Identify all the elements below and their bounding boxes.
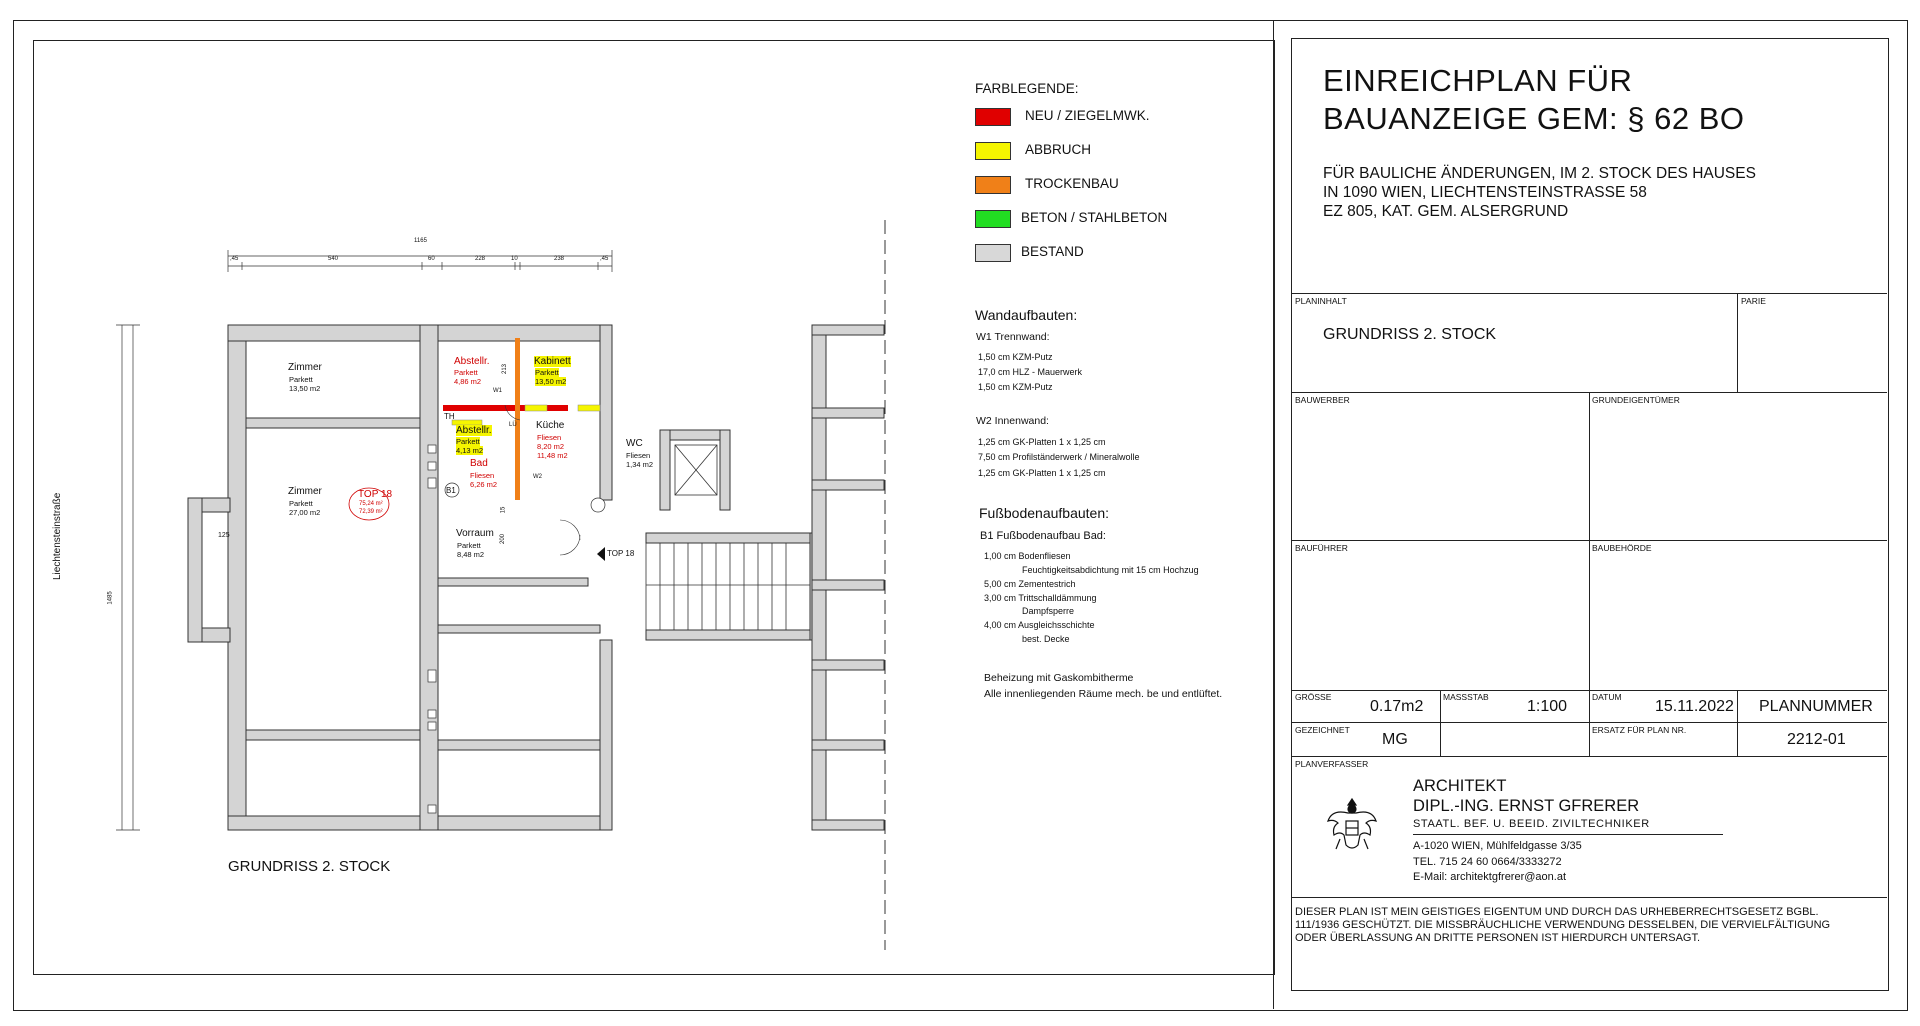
dimension-label: 228 — [475, 256, 486, 262]
dimension-label: 213 — [502, 363, 509, 375]
room-area: 1,34 m2 — [626, 460, 654, 469]
mark-w2: W2 — [533, 474, 542, 480]
wall-layer: 7,50 cm Profilständerwerk / Mineralwolle — [978, 452, 1140, 462]
room-floor: Parkett — [457, 541, 481, 550]
dimension-label: ,45 — [230, 256, 239, 262]
room-name: Zimmer — [288, 362, 322, 373]
room-area: 27,00 m2 — [289, 508, 321, 517]
legend-label: TROCKENBAU — [1025, 176, 1119, 191]
architect-address: A-1020 WIEN, Mühlfeldgasse 3/35 — [1413, 840, 1582, 852]
floor-b1-title: B1 Fußbodenaufbau Bad: — [980, 530, 1106, 542]
room-name: Abstellr. — [456, 425, 492, 436]
legend-label: BETON / STAHLBETON — [1021, 210, 1168, 225]
room-area-old: 11,48 m2 — [537, 451, 568, 460]
room-name: Zimmer — [288, 486, 322, 497]
room-name: WC — [626, 438, 643, 449]
room-floor: Parkett — [456, 437, 480, 446]
groesse-value: 0.17m2 — [1370, 698, 1424, 715]
massstab-value: 1:100 — [1527, 698, 1568, 715]
planverfasser-label: PLANVERFASSER — [1295, 759, 1369, 769]
dimension-label: 1485 — [107, 591, 114, 605]
dimension-label: 200 — [500, 533, 507, 545]
room-name: Bad — [470, 458, 488, 469]
floors-title: Fußbodenaufbauten: — [979, 505, 1109, 521]
planinhalt-value: GRUNDRISS 2. STOCK — [1323, 326, 1497, 343]
bauwerber-label: BAUWERBER — [1295, 395, 1350, 405]
legend-swatch-demolition — [975, 142, 1011, 160]
room-area: 13,50 m2 — [535, 377, 567, 386]
plannummer-label: PLANNUMMER — [1759, 698, 1873, 715]
architect-title: ARCHITEKT — [1413, 777, 1507, 795]
top-label: TOP 18 — [358, 489, 393, 500]
mark-lu: LÜ — [509, 422, 517, 428]
floor-layer: Feuchtigkeitsabdichtung mit 15 cm Hochzug — [1022, 565, 1199, 575]
room-floor: Fliesen — [537, 433, 562, 442]
dimension-label: 125 — [218, 532, 230, 539]
floor-layer: 3,00 cm Trittschalldämmung — [984, 593, 1097, 603]
room-floor: Fliesen — [626, 451, 651, 460]
subheading-line2: IN 1090 WIEN, LIECHTENSTEINSTRASSE 58 — [1323, 184, 1647, 201]
legend-swatch-existing — [975, 244, 1011, 262]
street-label: Liechtensteinstraße — [52, 492, 63, 580]
walls-title: Wandaufbauten: — [975, 307, 1078, 323]
floor-layer: Dampfsperre — [1022, 606, 1075, 616]
wall-layer: 17,0 cm HLZ - Mauerwerk — [978, 367, 1083, 377]
legend-label: BESTAND — [1021, 244, 1084, 259]
floor-layer: best. Decke — [1022, 634, 1070, 644]
architect-email: E-Mail: architektgfrerer@aon.at — [1413, 871, 1567, 883]
architect-qualification: STAATL. BEF. U. BEEID. ZIVILTECHNIKER — [1413, 818, 1650, 830]
room-name: Küche — [536, 420, 565, 431]
wall-w2-title: W2 Innenwand: — [976, 415, 1049, 427]
heating-note: Beheizung mit Gaskombitherme — [984, 672, 1134, 684]
copyright-line: DIESER PLAN IST MEIN GEISTIGES EIGENTUM UND DURCH DAS URHEBERRECHTSGESETZ BGBL. — [1295, 906, 1819, 918]
room-name: Kabinett — [534, 356, 571, 367]
room-area: 4,13 m2 — [456, 446, 484, 455]
wall-layer: 1,50 cm KZM-Putz — [978, 382, 1053, 392]
subheading-line3: EZ 805, KAT. GEM. ALSERGRUND — [1323, 203, 1569, 220]
entrance-arrow — [597, 547, 605, 561]
room-floor: Parkett — [535, 368, 559, 377]
wall-layer: 1,25 cm GK-Platten 1 x 1,25 cm — [978, 437, 1106, 447]
room-area: 6,26 m2 — [470, 480, 498, 489]
planinhalt-label: PLANINHALT — [1295, 296, 1347, 306]
gezeichnet-label: GEZEICHNET — [1295, 725, 1350, 735]
room-floor: Parkett — [289, 375, 313, 384]
neighbour-building — [812, 325, 884, 830]
legend-title: FARBLEGENDE: — [975, 81, 1079, 96]
dimension-label: 10 — [511, 256, 518, 262]
room-area: 8,48 m2 — [457, 550, 485, 559]
mark-th: TH — [444, 412, 455, 421]
heading-line1: EINREICHPLAN FÜR — [1323, 63, 1633, 98]
room-name: Abstellr. — [454, 356, 490, 367]
massstab-label: MASSSTAB — [1443, 692, 1489, 702]
legend-swatch-drywall — [975, 176, 1011, 194]
legend-swatch-concrete — [975, 210, 1011, 228]
legend-label: ABBRUCH — [1025, 142, 1092, 157]
coat-of-arms-icon — [1326, 795, 1378, 855]
dimension-label: 1165 — [414, 238, 427, 244]
wall-w1-title: W1 Trennwand: — [976, 331, 1050, 343]
legend-label: NEU / ZIEGELMWK. — [1025, 108, 1150, 123]
room-floor: Parkett — [454, 368, 478, 377]
datum-label: DATUM — [1592, 692, 1622, 702]
room-name: Vorraum — [456, 528, 494, 539]
heating-note: Alle innenliegenden Räume mech. be und entlüftet. — [984, 688, 1223, 700]
datum-value: 15.11.2022 — [1655, 698, 1734, 715]
groesse-label: GRÖSSE — [1295, 692, 1332, 702]
room-area: 4,86 m2 — [454, 377, 482, 386]
subheading-line1: FÜR BAULICHE ÄNDERUNGEN, IM 2. STOCK DES HAUSES — [1323, 165, 1756, 182]
plan-caption: GRUNDRISS 2. STOCK — [228, 858, 391, 875]
gezeichnet-value: MG — [1382, 731, 1408, 748]
wall-layer: 1,50 cm KZM-Putz — [978, 352, 1053, 362]
room-area: 8,20 m2 — [537, 442, 565, 451]
top-door-label: TOP 18 — [607, 549, 635, 558]
dimension-label: 238 — [554, 256, 565, 262]
room-area: 13,50 m2 — [289, 384, 321, 393]
copyright-line: 111/1936 GESCHÜTZT. DIE MISSBRÄUCHLICHE VERWENDUNG DESSELBEN, DIE VERVIELFÄLTIGUNG — [1295, 919, 1831, 931]
dimension-label: ,45 — [600, 256, 609, 262]
floor-layer: 5,00 cm Zementestrich — [984, 579, 1076, 589]
baubehoerde-label: BAUBEHÖRDE — [1592, 543, 1652, 553]
legend-swatch-new — [975, 108, 1011, 126]
sheet-divider — [1273, 20, 1274, 1009]
top-area: 75,24 m² — [359, 501, 383, 507]
mark-w1: W1 — [493, 388, 502, 394]
top-area: 72,39 m² — [359, 509, 383, 515]
architect-phone: TEL. 715 24 60 0664/3333272 — [1413, 856, 1562, 868]
dimension-left — [116, 325, 140, 830]
wall-layer: 1,25 cm GK-Platten 1 x 1,25 cm — [978, 468, 1106, 478]
architect-name: DIPL.-ING. ERNST GFRERER — [1413, 797, 1640, 815]
plannummer-value: 2212-01 — [1787, 731, 1846, 748]
grundeigentuemer-label: GRUNDEIGENTÜMER — [1592, 395, 1680, 405]
floor-layer: 1,00 cm Bodenfliesen — [984, 551, 1071, 561]
room-floor: Parkett — [289, 499, 313, 508]
heading-line2: BAUANZEIGE GEM: § 62 BO — [1323, 101, 1745, 136]
parie-label: PARIE — [1741, 296, 1766, 306]
copyright-line: ODER ÜBERLASSUNG AN DRITTE PERSONEN IST HIERDURCH UNTERSAGT. — [1295, 932, 1701, 944]
mark-b1: B1 — [446, 486, 456, 495]
dimension-label: 540 — [328, 256, 339, 262]
ersatz-label: ERSATZ FÜR PLAN NR. — [1592, 725, 1687, 735]
floor-layer: 4,00 cm Ausgleichsschichte — [984, 620, 1095, 630]
dimension-label: 60 — [428, 256, 435, 262]
bauführer-label: BAUFÜHRER — [1295, 543, 1348, 553]
dimension-label: 15 — [500, 506, 507, 514]
room-floor: Fliesen — [470, 471, 495, 480]
